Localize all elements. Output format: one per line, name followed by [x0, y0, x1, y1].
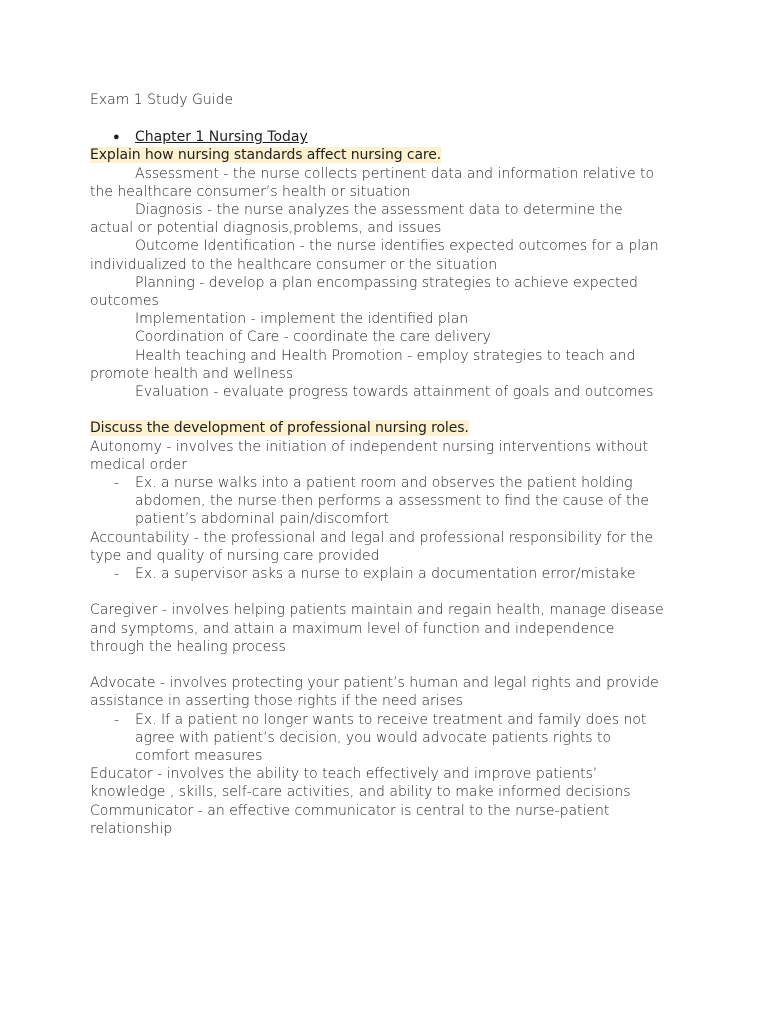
section-heading-standards — [90, 146, 690, 164]
section-heading-roles — [90, 419, 690, 437]
dash-list-item — [90, 711, 690, 729]
text-line: Ex. If a patient no longer wants to receive treatment and family does not — [135, 711, 647, 728]
text-line: Advocate - involves protecting your patient’s human and legal rights and provide — [90, 675, 659, 692]
text-line: Caregiver - involves helping patients maintain and regain health, manage disease — [90, 602, 664, 619]
dash-list-item — [90, 565, 690, 583]
text-line: Implementation - implement the identified plan — [135, 311, 469, 328]
text-line: Ex. a supervisor asks a nurse to explain a documentation error/mistake — [135, 566, 636, 583]
text-line: type and quality of nursing care provided — [90, 547, 380, 564]
text-line: patient’s abdominal pain/discomfort — [135, 511, 389, 528]
text-line: Educator - involves the ability to teach effectively and improve patients’ — [90, 766, 598, 783]
text-line: through the healing process — [90, 638, 286, 655]
text-line: Ex. a nurse walks into a patient room and observes the patient holding — [135, 475, 633, 492]
blank-line — [90, 656, 690, 674]
text-line: relationship — [90, 820, 173, 837]
text-line: outcomes — [90, 293, 159, 310]
dash-marker: - — [114, 566, 120, 583]
text-line: Diagnosis - the nurse analyzes the assessment data to determine the — [135, 202, 623, 219]
text-line: comfort measures — [135, 748, 263, 765]
blank-line — [90, 401, 690, 419]
text-line: Autonomy - involves the initiation of independent nursing interventions without — [90, 438, 649, 455]
chapter-heading: Chapter 1 Nursing Today — [135, 129, 308, 146]
blank-line — [90, 583, 690, 601]
text-line: abdomen, the nurse then performs a assessment to find the cause of the — [135, 493, 650, 510]
chapter-bullet-item — [90, 128, 690, 146]
highlighted-question: Explain how nursing standards affect nursing care. — [90, 147, 442, 164]
text-line: Planning - develop a plan encompassing strategies to achieve expected — [135, 274, 638, 291]
text-line: and symptoms, and attain a maximum level of function and independence — [90, 620, 615, 637]
dash-marker: - — [114, 711, 120, 728]
text-line: actual or potential diagnosis,problems, and issues — [90, 220, 442, 237]
highlighted-question: Discuss the development of professional nursing roles. — [90, 420, 469, 437]
dash-marker: - — [114, 475, 120, 492]
text-line: Coordination of Care - coordinate the care delivery — [135, 329, 491, 346]
document-body — [90, 91, 690, 838]
text-line: individualized to the healthcare consumer or the situation — [90, 256, 498, 273]
text-line: promote health and wellness — [90, 365, 294, 382]
text-line: knowledge , skills, self-care activities, and ability to make informed decisions — [90, 784, 631, 801]
text-line: Outcome Identification - the nurse identifies expected outcomes for a plan — [135, 238, 659, 255]
text-line: assistance in asserting those rights if the need arises — [90, 693, 463, 710]
text-line: agree with patient’s decision, you would advocate patients rights to — [135, 729, 612, 746]
text-line: Assessment - the nurse collects pertinent data and information relative to — [135, 165, 655, 182]
text-line: the healthcare consumer’s health or situation — [90, 183, 411, 200]
text-line: Health teaching and Health Promotion - employ strategies to teach and — [135, 347, 636, 364]
document-title: Exam 1 Study Guide — [90, 92, 234, 108]
bullet-icon: ● — [113, 130, 120, 144]
text-line: Accountability - the professional and legal and professional responsibility for the — [90, 529, 654, 546]
dash-list-item — [90, 474, 690, 492]
text-line: Communicator - an effective communicator is central to the nurse-patient — [90, 802, 610, 819]
text-line: Evaluation - evaluate progress towards attainment of goals and outcomes — [135, 384, 654, 401]
text-line: medical order — [90, 456, 187, 473]
